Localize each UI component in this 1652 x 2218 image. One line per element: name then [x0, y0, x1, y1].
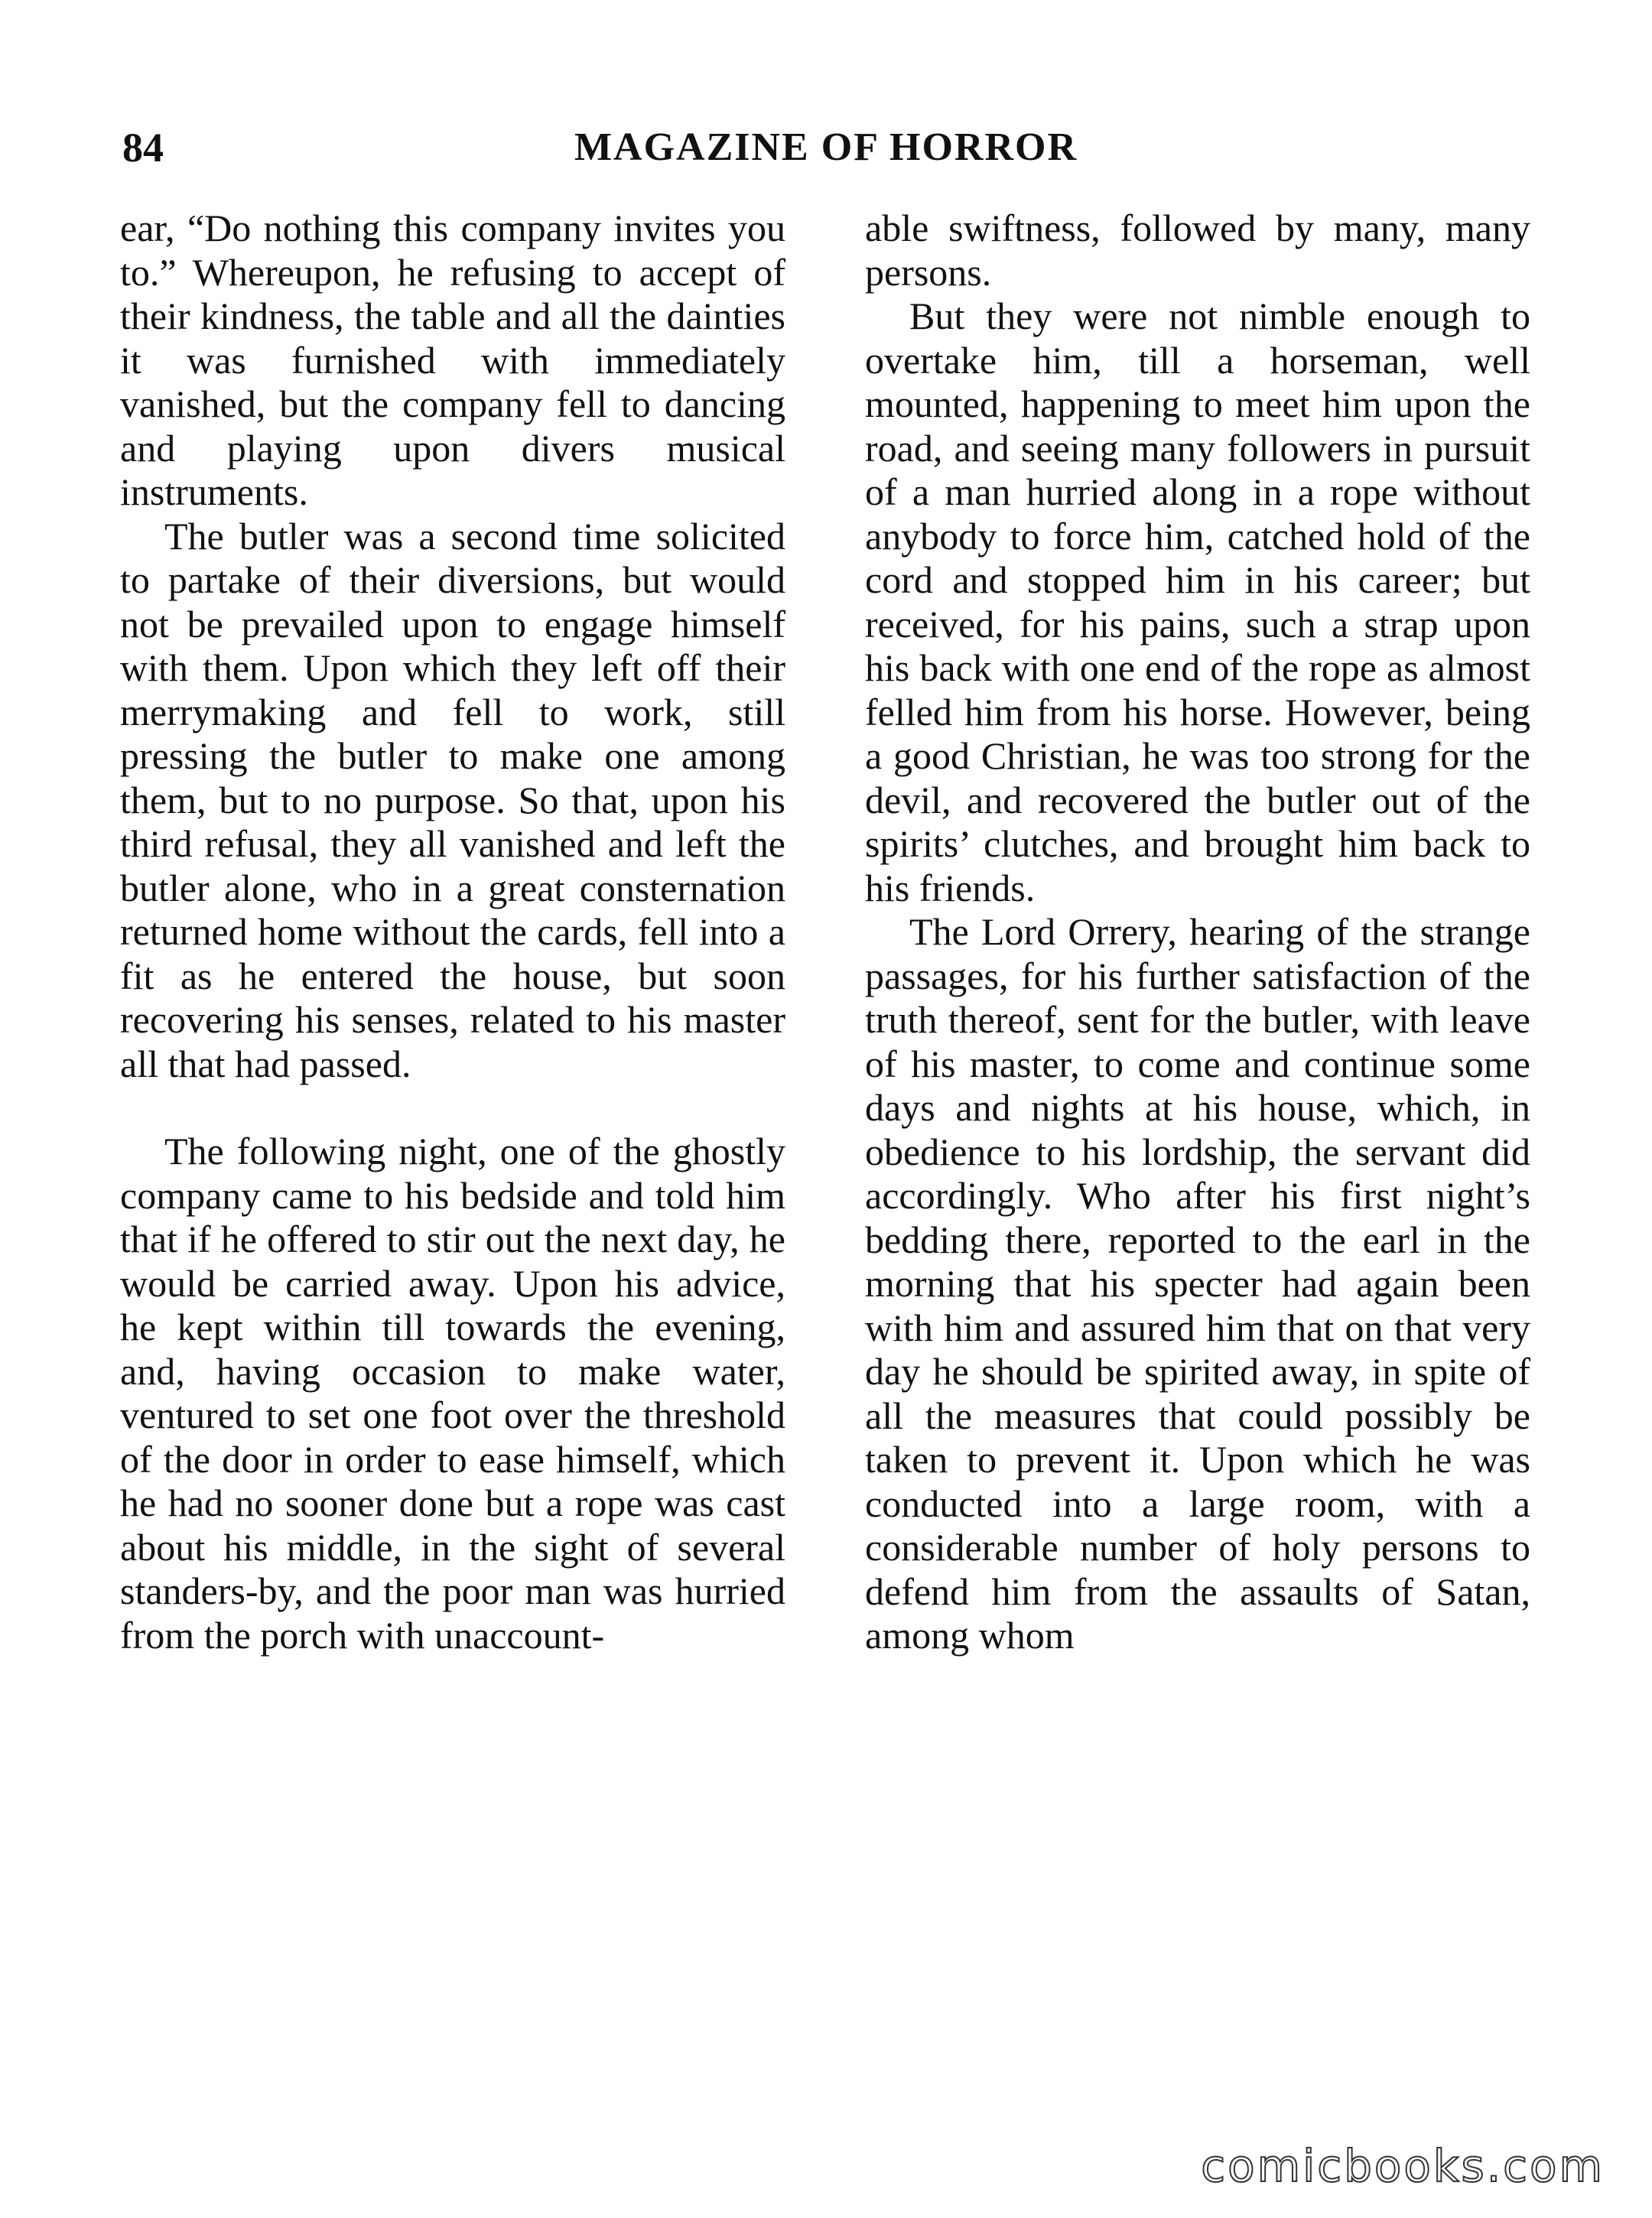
paragraph: able swiftness, followed by many, many persons.: [865, 207, 1530, 294]
watermark: comicbooks.com: [1201, 2140, 1605, 2192]
left-column: [120, 207, 785, 1657]
paragraph: The following night, one of the ghostly company came to his bedside and told him that if he offered to stir out the next day, he would be carried away. Upon his advice, he kept within till towards the evening, and, having occasion to make water, ventured to set one foot over the threshold of the door in order to ease himself, which he had no sooner done but a rope was cast about his middle, in the sight of several standers-by, and the poor man was hurried from the porch with unaccount-: [120, 1130, 785, 1657]
page-header: [122, 121, 1530, 174]
page-number: 84: [122, 125, 164, 171]
paragraph: ear, “Do nothing this company invites you to.” Whereupon, he refusing to accept of their kindness, the table and all the dainties it was furnished with immediately vanished, but the company fell to dancing and playing upon divers musical instruments.: [120, 207, 785, 513]
running-title: MAGAZINE OF HORROR: [574, 125, 1078, 169]
paragraph: The butler was a second time solicited to partake of their diversions, but would not be prevailed upon to engage himself with them. Upon which they left off their merrymaking and fell to work, still pressing the butler to make one among them, but to no purpose. So that, upon his third refusal, they all vanished and left the butler alone, who in a great consternation returned home without the cards, fell into a fit as he entered the house, but soon recovering his senses, related to his master all that had passed.: [120, 514, 785, 1085]
right-column: [865, 207, 1530, 1658]
paragraph: The Lord Orrery, hearing of the strange passages, for his further satisfaction of the truth thereof, sent for the butler, with leave of his master, to come and continue some days and nights at his house, which, in obedience to his lordship, the servant did accordingly. Who after his first night’s bedding there, reported to the earl in the morning that his specter had again been with him and assured him that on that very day he should be spirited away, in spite of all the measures that could possibly be taken to prevent it. Upon which he was conducted into a large room, with a considerable number of holy persons to defend him from the assaults of Satan, among whom: [865, 910, 1530, 1657]
paragraph: But they were not nimble enough to overtake him, till a horseman, well mounted, happening to meet him upon the road, and seeing many followers in pursuit of a man hurried along in a rope without anybody to force him, catched hold of the cord and stopped him in his career; but received, for his pains, such a strap upon his back with one end of the rope as almost felled him from his horse. However, being a good Christian, he was too strong for the devil, and recovered the butler out of the spirits’ clutches, and brought him back to his friends.: [865, 294, 1530, 909]
